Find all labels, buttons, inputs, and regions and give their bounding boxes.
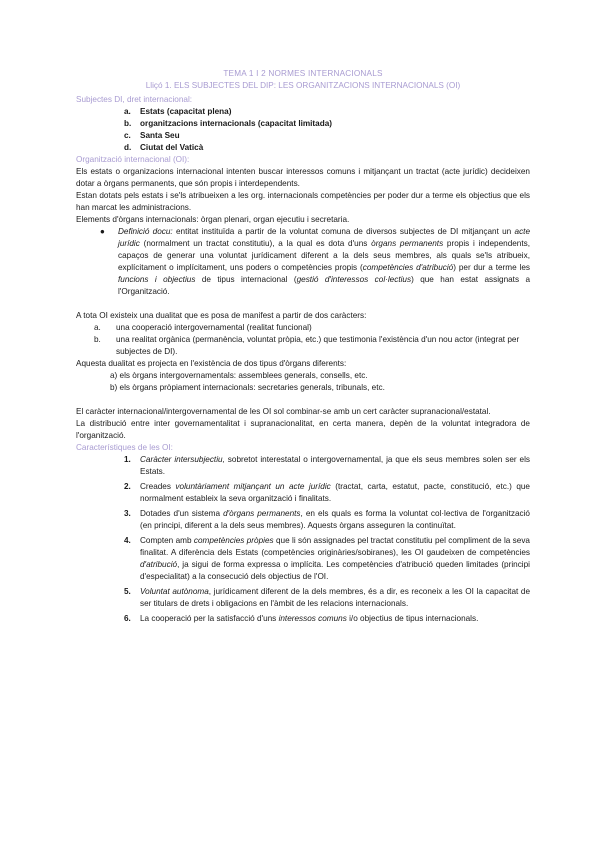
paragraph: La distribució entre inter governamentalitat i supranacionalitat, en certa manera, depèn de la voluntat integradora de l'organització. [76,419,530,440]
list-item: c. Santa Seu [124,131,180,140]
bullet-marker: ● [100,227,105,236]
paragraph: El caràcter internacional/intergovernamental de les OI sol combinar-se amb un cert caràcter supranacional/estatal. [76,407,491,416]
definition-text: Definició docu: entitat instituïda a partir de la voluntat comuna de diversos subjectes de DI mitjançant un acte jurídic (normalment un tractat constitutiu), a la qual es dota d'uns òrgans permanents propis i independents, capaços de generar una voluntat jurídicament diferent a la dels seus membres, als quals se'ls atribueix, explícitament o implícitament, uns poders o competències propis (competències d'atribució) per dur a terme les funcions i objectius de tipus internacional (gestió d'interessos col·lectius) que han estat assignats a l'Organització. [118,227,531,296]
paragraph: Estan dotats pels estats i se'ls atribueixen a les org. internacionals competències per poder dur a terme els objectius que els han marcat les administracions. [76,191,530,212]
paragraph: A tota OI existeix una dualitat que es posa de manifest a partir de dos caràcters: [76,311,367,320]
list-item: 2. Creades voluntàriament mitjançant un acte jurídic (tractat, carta, estatut, pacte, constitució, etc.) que normalment estableix la seva organització i finalitats. [124,482,530,503]
list-item: b. organitzacions internacionals (capacitat limitada) [124,119,332,128]
list-item: 6. La cooperació per la satisfacció d'uns interessos comuns i/o objectius de tipus internacionals. [124,614,479,623]
list-item: b. una realitat orgànica (permanència, voluntat pròpia, etc.) que testimonia l'existència d'un nou actor (integrat per subjectes de DI). [94,335,520,356]
organs-a: a) els òrgans intergovernamentals: assemblees generals, consells, etc. [110,371,368,380]
subjects-list [76,106,530,154]
features-heading: Característiques de les OI: [76,443,173,452]
organs-b: b) els òrgans pròpiament internacionals: secretaries generals, tribunals, etc. [110,383,385,392]
duality-list [76,322,530,358]
list-item: 1. Caràcter intersubjectiu, sobretot interestatal o intergovernamental, ja que els seus membres solen ser els Estats. [124,455,530,476]
list-item: d. Ciutat del Vaticà [124,143,204,152]
definition-bullet [76,226,530,298]
paragraph: Aquesta dualitat es projecta en l'existència de dos tipus d'òrgans diferents: [76,359,347,368]
list-item: a. Estats (capacitat plena) [124,107,232,116]
oi-heading: Organització internacional (OI): [76,155,190,164]
paragraph: Els estats o organizacions internacional intenten buscar interessos comuns i mitjançant un tractat (acte jurídic) decideixen dotar a òrgans permanents, que són propis i interdependents. [76,167,530,188]
paragraph: Elements d'òrgans internacionals: òrgan plenari, organ ejecutiu i secretaria. [76,215,350,224]
document-title: TEMA 1 I 2 NORMES INTERNACIONALS [223,69,383,78]
list-item: 5. Voluntat autònoma, jurídicament diferent de la dels membres, és a dir, es reconeix a les OI la capacitat de ser titulars de drets i obligacions en l'àmbit de les relacions internacionals. [124,587,530,608]
subjects-heading: Subjectes DI, dret internacional: [76,95,193,104]
list-item: a. una cooperació intergovernamental (realitat funcional) [94,323,312,332]
list-item: 3. Dotades d'un sistema d'òrgans permanents, en els quals es forma la voluntat col·lectiva de l'organització (en principi, diferent a la dels seus membres). Aquests òrgans asseguren la continuïtat. [124,509,530,530]
features-list [76,454,530,625]
list-item: 4. Compten amb competències pròpies que li són assignades pel tractat constitutiu pel compliment de la seva finalitat. A diferència dels Estats (competències originàries/sobiranes), les OI gaudeixen de competències d'atribució, ja sigui de forma expressa o implícita. Les competències d'atribució queden limitades (principi d'especialitat) a la consecució dels objectius de l'OI. [124,536,530,581]
lesson-subtitle: Lliçó 1. ELS SUBJECTES DEL DIP: LES ORGANITZACIONS INTERNACIONALS (OI) [145,81,461,90]
